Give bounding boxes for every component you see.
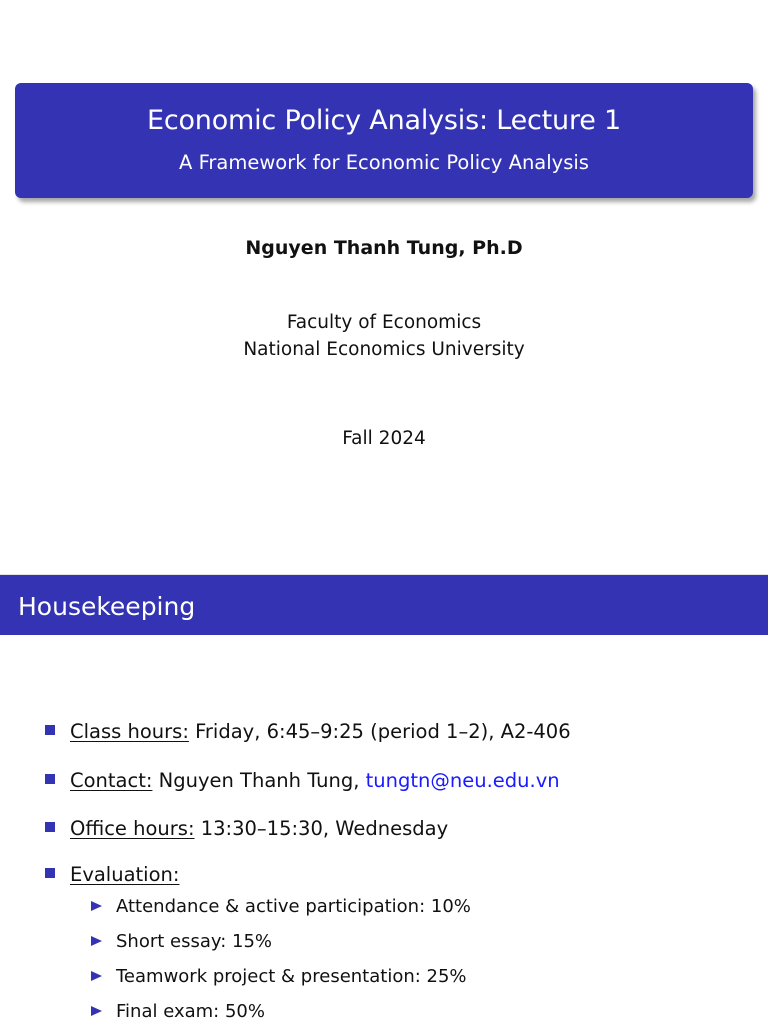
triangle-bullet-icon bbox=[91, 901, 102, 911]
contact-label: Contact: bbox=[70, 769, 153, 792]
evaluation-item-text: Final exam: 50% bbox=[116, 1001, 265, 1022]
slide-title: Economic Policy Analysis: Lecture 1 bbox=[146, 105, 622, 136]
evaluation-item bbox=[91, 1001, 265, 1022]
square-bullet-icon bbox=[45, 774, 55, 784]
class-hours-label: Class hours: bbox=[70, 720, 189, 743]
evaluation-item bbox=[91, 966, 467, 987]
frame-title: Housekeeping bbox=[18, 592, 196, 621]
square-bullet-icon bbox=[45, 822, 55, 832]
evaluation-item bbox=[91, 931, 272, 952]
housekeeping-slide bbox=[0, 575, 768, 1024]
title-box bbox=[15, 83, 753, 198]
institution-university: National Economics University bbox=[243, 339, 525, 360]
office-hours-label: Office hours: bbox=[70, 817, 195, 840]
square-bullet-icon bbox=[45, 725, 55, 735]
slide-subtitle: A Framework for Economic Policy Analysis bbox=[179, 151, 589, 174]
evaluation-item-text: Attendance & active participation: 10% bbox=[116, 896, 471, 917]
class-hours-value: Friday, 6:45–9:25 (period 1–2), A2-406 bbox=[188, 720, 571, 743]
list-item-office-hours bbox=[45, 817, 448, 840]
evaluation-item bbox=[91, 896, 471, 917]
triangle-bullet-icon bbox=[91, 936, 102, 946]
institution bbox=[0, 309, 768, 363]
institution-faculty: Faculty of Economics bbox=[286, 312, 482, 333]
frame-title-bar bbox=[0, 575, 768, 635]
evaluation-item-text: Teamwork project & presentation: 25% bbox=[116, 966, 467, 987]
email-link[interactable]: tungtn@neu.edu.vn bbox=[365, 769, 560, 792]
list-item-evaluation bbox=[45, 863, 179, 886]
author-name: Nguyen Thanh Tung, Ph.D bbox=[245, 237, 523, 259]
evaluation-item-text: Short essay: 15% bbox=[116, 931, 273, 952]
date: Fall 2024 bbox=[342, 428, 426, 449]
triangle-bullet-icon bbox=[91, 1006, 102, 1016]
contact-value: Nguyen Thanh Tung, bbox=[152, 769, 366, 792]
square-bullet-icon bbox=[45, 868, 55, 878]
list-item-class-hours bbox=[45, 720, 571, 743]
office-hours-value: 13:30–15:30, Wednesday bbox=[194, 817, 449, 840]
triangle-bullet-icon bbox=[91, 971, 102, 981]
list-item-contact bbox=[45, 769, 560, 792]
evaluation-label: Evaluation: bbox=[70, 863, 180, 886]
